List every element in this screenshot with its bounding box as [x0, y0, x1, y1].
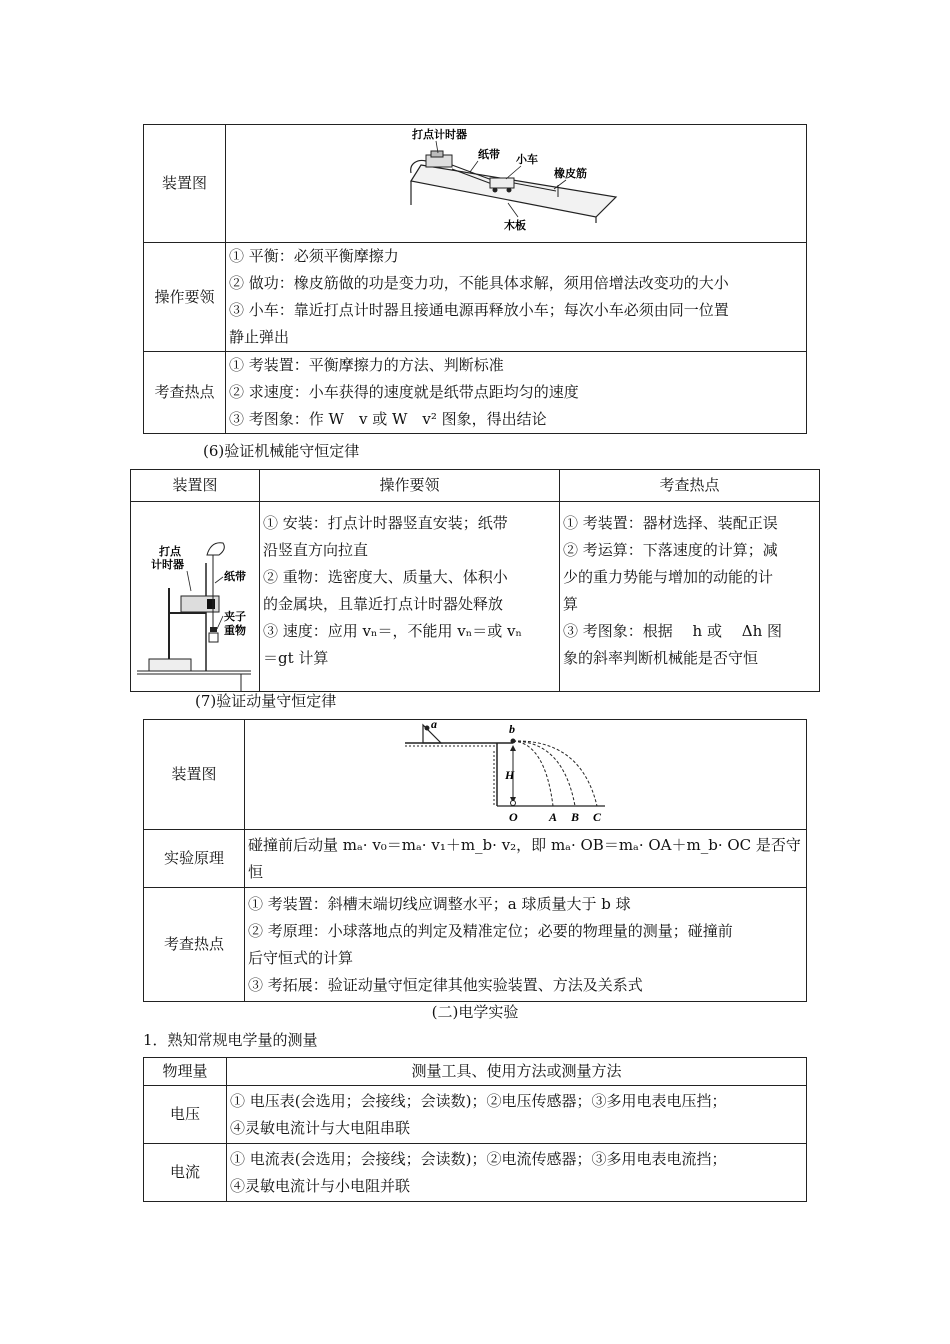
- table-row: [144, 830, 807, 888]
- label-C: C: [593, 809, 602, 824]
- row-content: [226, 352, 807, 434]
- caption-momentum: (7)验证动量守恒定律: [195, 692, 337, 710]
- row-label: 考查热点: [144, 888, 245, 1002]
- table-row: [144, 888, 807, 1002]
- text-line: 算: [563, 595, 579, 613]
- text-line: ② 考原理：小球落地点的判定及精准定位；必要的物理量的测量；碰撞前: [248, 921, 733, 940]
- text-line: ① 考装置：平衡摩擦力的方法、判断标准: [229, 356, 504, 374]
- text-line: ③ 考拓展：验证动量守恒定律其他实验装置、方法及关系式: [248, 975, 643, 994]
- text-line: ③ 小车：靠近打点计时器且接通电源再释放小车；每次小车必须由同一位置: [229, 301, 729, 319]
- table-row: [144, 125, 807, 243]
- table-mechanical-energy: [130, 469, 820, 692]
- text-line: ④灵敏电流计与大电阻串联: [230, 1118, 411, 1137]
- text-line: 碰撞前后动量 mₐ· v₀＝mₐ· v₁＋m_b· v₂，即 mₐ· OB＝mₐ· OA＋m_b· OC 是否守: [248, 835, 801, 854]
- label-clip: 夹子: [224, 609, 246, 623]
- header-hot: 考查热点: [560, 470, 820, 502]
- label-O: O: [509, 809, 518, 824]
- text-line: ① 平衡：必须平衡摩擦力: [229, 247, 399, 265]
- row-content: [245, 830, 807, 888]
- table-row: [144, 720, 807, 830]
- table-header-row: [131, 470, 820, 502]
- label-tape: 纸带: [478, 148, 500, 161]
- table-row: [131, 502, 820, 692]
- table-row: [144, 352, 807, 434]
- row-label: 装置图: [144, 125, 226, 243]
- text-line: ① 考装置：斜槽末端切线应调整水平；a 球质量大于 b 球: [248, 894, 631, 913]
- table-momentum: [143, 719, 807, 1002]
- figure-cell: [226, 125, 807, 243]
- label-a: a: [431, 720, 437, 731]
- row-label: 考查热点: [144, 352, 226, 434]
- text-line: 象的斜率判断机械能是否守恒: [563, 649, 759, 667]
- label-band: 橡皮筋: [554, 167, 587, 180]
- text-line: 后守恒式的计算: [248, 948, 354, 967]
- row-content: [227, 1086, 807, 1144]
- rubber-band-apparatus-figure: [226, 125, 806, 242]
- text-line: ① 安装：打点计时器竖直安装；纸带: [263, 514, 508, 532]
- row-content: [226, 243, 807, 352]
- table-electrical: [143, 1057, 807, 1202]
- text-line: ② 做功：橡皮筋做的功是变力功，不能具体求解，须用倍增法改变功的大小: [229, 274, 729, 292]
- row-label: 操作要领: [144, 243, 226, 352]
- text-line: 沿竖直方向拉直: [263, 541, 369, 559]
- heading-1: 1．熟知常规电学量的测量: [143, 1031, 318, 1049]
- header-figure: 装置图: [131, 470, 260, 502]
- label-board: 木板: [504, 219, 526, 232]
- text-line: ④灵敏电流计与小电阻并联: [230, 1176, 411, 1195]
- row-content: [227, 1144, 807, 1202]
- row-label: 电压: [144, 1086, 227, 1144]
- label-tape: 纸带: [224, 569, 246, 583]
- text-line: 静止弹出: [229, 328, 290, 346]
- label-B: B: [571, 809, 580, 824]
- row-content: [245, 888, 807, 1002]
- label-timer-2: 计时器: [151, 557, 184, 571]
- text-line: ③ 考图象：作 W v 或 W v² 图象，得出结论: [229, 410, 547, 428]
- text-line: 恒: [248, 862, 264, 881]
- table-row: [144, 243, 807, 352]
- text-line: ② 重物：选密度大、质量大、体积小: [263, 568, 508, 586]
- text-line: 的金属块，且靠近打点计时器处释放: [263, 595, 504, 613]
- label-weight: 重物: [224, 623, 246, 637]
- text-line: ＝gt 计算: [263, 649, 329, 667]
- label-A: A: [549, 809, 558, 824]
- label-timer: 打点计时器: [412, 128, 467, 141]
- header-ops: 操作要领: [260, 470, 560, 502]
- table-row: [144, 1086, 807, 1144]
- row-label: 实验原理: [144, 830, 245, 888]
- row-label: 电流: [144, 1144, 227, 1202]
- momentum-apparatus-figure: [245, 721, 805, 829]
- header-quantity: 物理量: [144, 1058, 227, 1086]
- hot-content: [560, 502, 820, 692]
- figure-cell: [245, 720, 807, 830]
- table-row: [144, 1144, 807, 1202]
- label-H: H: [505, 767, 515, 782]
- label-timer-1: 打点: [159, 544, 181, 558]
- ops-content: [260, 502, 560, 692]
- label-b: b: [509, 721, 515, 736]
- header-method: 测量工具、使用方法或测量方法: [227, 1058, 807, 1086]
- free-fall-apparatus-figure: [131, 503, 257, 691]
- text-line: ① 电压表(会选用；会接线；会读数)；②电压传感器；③多用电表电压挡；: [230, 1091, 727, 1110]
- text-line: ② 求速度：小车获得的速度就是纸带点距均匀的速度: [229, 383, 579, 401]
- text-line: ① 考装置：器材选择、装配正误: [563, 514, 778, 532]
- table-work-experiment: [143, 124, 807, 434]
- section-title: (二)电学实验: [431, 1003, 519, 1021]
- text-line: 少的重力势能与增加的动能的计: [563, 568, 774, 586]
- row-label: 装置图: [144, 720, 245, 830]
- text-line: ③ 考图象：根据 h 或 Δh 图: [563, 622, 782, 640]
- text-line: ① 电流表(会选用；会接线；会读数)；②电流传感器；③多用电表电流挡；: [230, 1149, 727, 1168]
- text-line: ③ 速度：应用 vₙ＝，不能用 vₙ＝或 vₙ: [263, 622, 522, 640]
- label-cart: 小车: [516, 153, 538, 166]
- table-header-row: [144, 1058, 807, 1086]
- text-line: ② 考运算：下落速度的计算；减: [563, 541, 778, 559]
- figure-cell: [131, 502, 260, 692]
- caption-mechanical-energy: (6)验证机械能守恒定律: [203, 442, 360, 460]
